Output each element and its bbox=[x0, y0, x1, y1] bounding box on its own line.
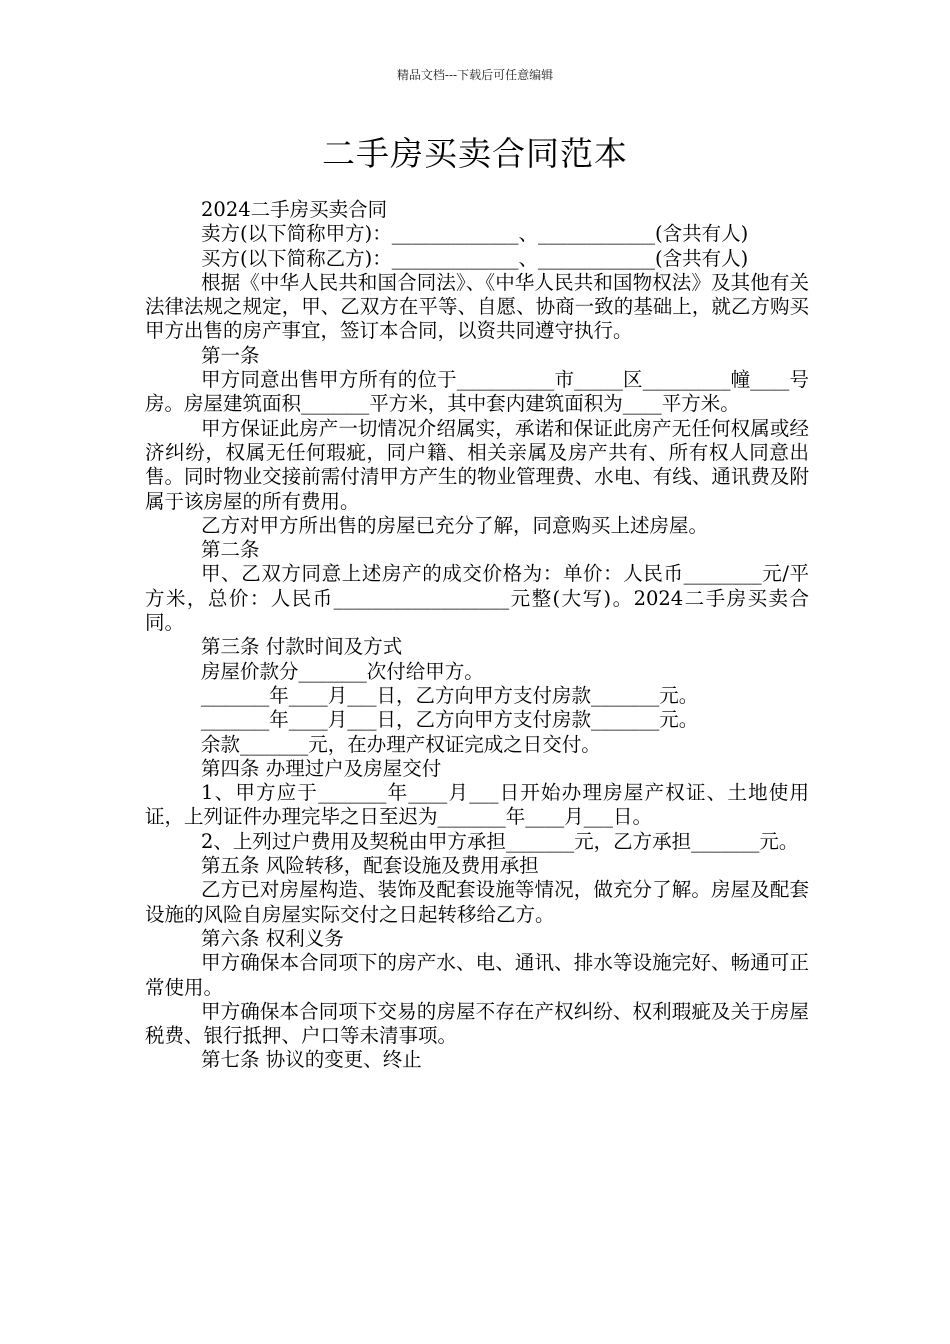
paragraph: _______年____月___日，乙方向甲方支付房款_______元。 bbox=[201, 683, 699, 707]
paragraph: 乙方对甲方所出售的房屋已充分了解，同意购买上述房屋。 bbox=[201, 513, 709, 537]
paragraph: 2024二手房买卖合同 bbox=[201, 198, 388, 221]
paragraph: 甲方确保本合同项下交易的房屋不存在产权纠纷、权利瑕疵及关于房屋税费、银行抵押、户口等未清事项。 bbox=[145, 999, 809, 1048]
paragraph: 甲方同意出售甲方所有的位于__________市_____区_________幢____号房。房屋建筑面积_______平方米，其中套内建筑面积为____平方米。 bbox=[145, 368, 809, 416]
paragraph: 2、上列过户费用及契税由甲方承担_______元，乙方承担_______元。 bbox=[201, 829, 799, 853]
paragraph: 卖方(以下简称甲方)：_____________、____________(含共有人) bbox=[201, 222, 749, 246]
paragraph: 余款_______元，在办理产权证完成之日交付。 bbox=[201, 732, 601, 756]
contract-body bbox=[145, 198, 809, 1073]
paragraph: 房屋价款分_______次付给甲方。 bbox=[201, 659, 484, 683]
paragraph: 1、甲方应于_______年____月___日开始办理房屋产权证、土地使用证，上列证件办理完毕之日至迟为_______年____月___日。 bbox=[145, 781, 809, 829]
section-heading: 第七条 协议的变更、终止 bbox=[201, 1048, 422, 1072]
paragraph: 买方(以下简称乙方)：_____________、____________(含共有人) bbox=[201, 246, 749, 270]
document-title: 二手房买卖合同范本 bbox=[322, 134, 628, 173]
paragraph: 甲方保证此房产一切情况介绍属实，承诺和保证此房产无任何权属或经济纠纷，权属无任何瑕疵，同户籍、相关亲属及房产共有、所有权人同意出售。同时物业交接前需付清甲方产生的物业管理费、水电、有线、通讯费及附属于该房屋的所有费用。 bbox=[145, 416, 809, 513]
paragraph: 甲方确保本合同项下的房产水、电、通讯、排水等设施完好、畅通可正常使用。 bbox=[145, 951, 809, 999]
section-heading: 第五条 风险转移，配套设施及费用承担 bbox=[201, 854, 539, 878]
paragraph: 甲、乙双方同意上述房产的成交价格为：单价：人民币________元/平方米，总价：人民币__________________元整(大写)。2024二手房买卖合同。 bbox=[145, 562, 809, 635]
section-heading: 第一条 bbox=[201, 343, 260, 367]
page-header: 精品文档---下载后可任意编辑 bbox=[396, 68, 554, 82]
section-heading: 第二条 bbox=[201, 538, 260, 562]
section-heading: 第三条 付款时间及方式 bbox=[201, 635, 403, 659]
paragraph: 根据《中华人民共和国合同法》、《中华人民共和国物权法》及其他有关法律法规之规定，甲、乙双方在平等、自愿、协商一致的基础上，就乙方购买甲方出售的房产事宜，签订本合同，以资共同遵守执行。 bbox=[145, 270, 809, 343]
paragraph: _______年____月___日，乙方向甲方支付房款_______元。 bbox=[201, 708, 699, 732]
section-heading: 第六条 权利义务 bbox=[201, 926, 344, 950]
paragraph: 乙方已对房屋构造、装饰及配套设施等情况，做充分了解。房屋及配套设施的风险自房屋实际交付之日起转移给乙方。 bbox=[145, 878, 809, 926]
section-heading: 第四条 办理过户及房屋交付 bbox=[201, 756, 442, 780]
